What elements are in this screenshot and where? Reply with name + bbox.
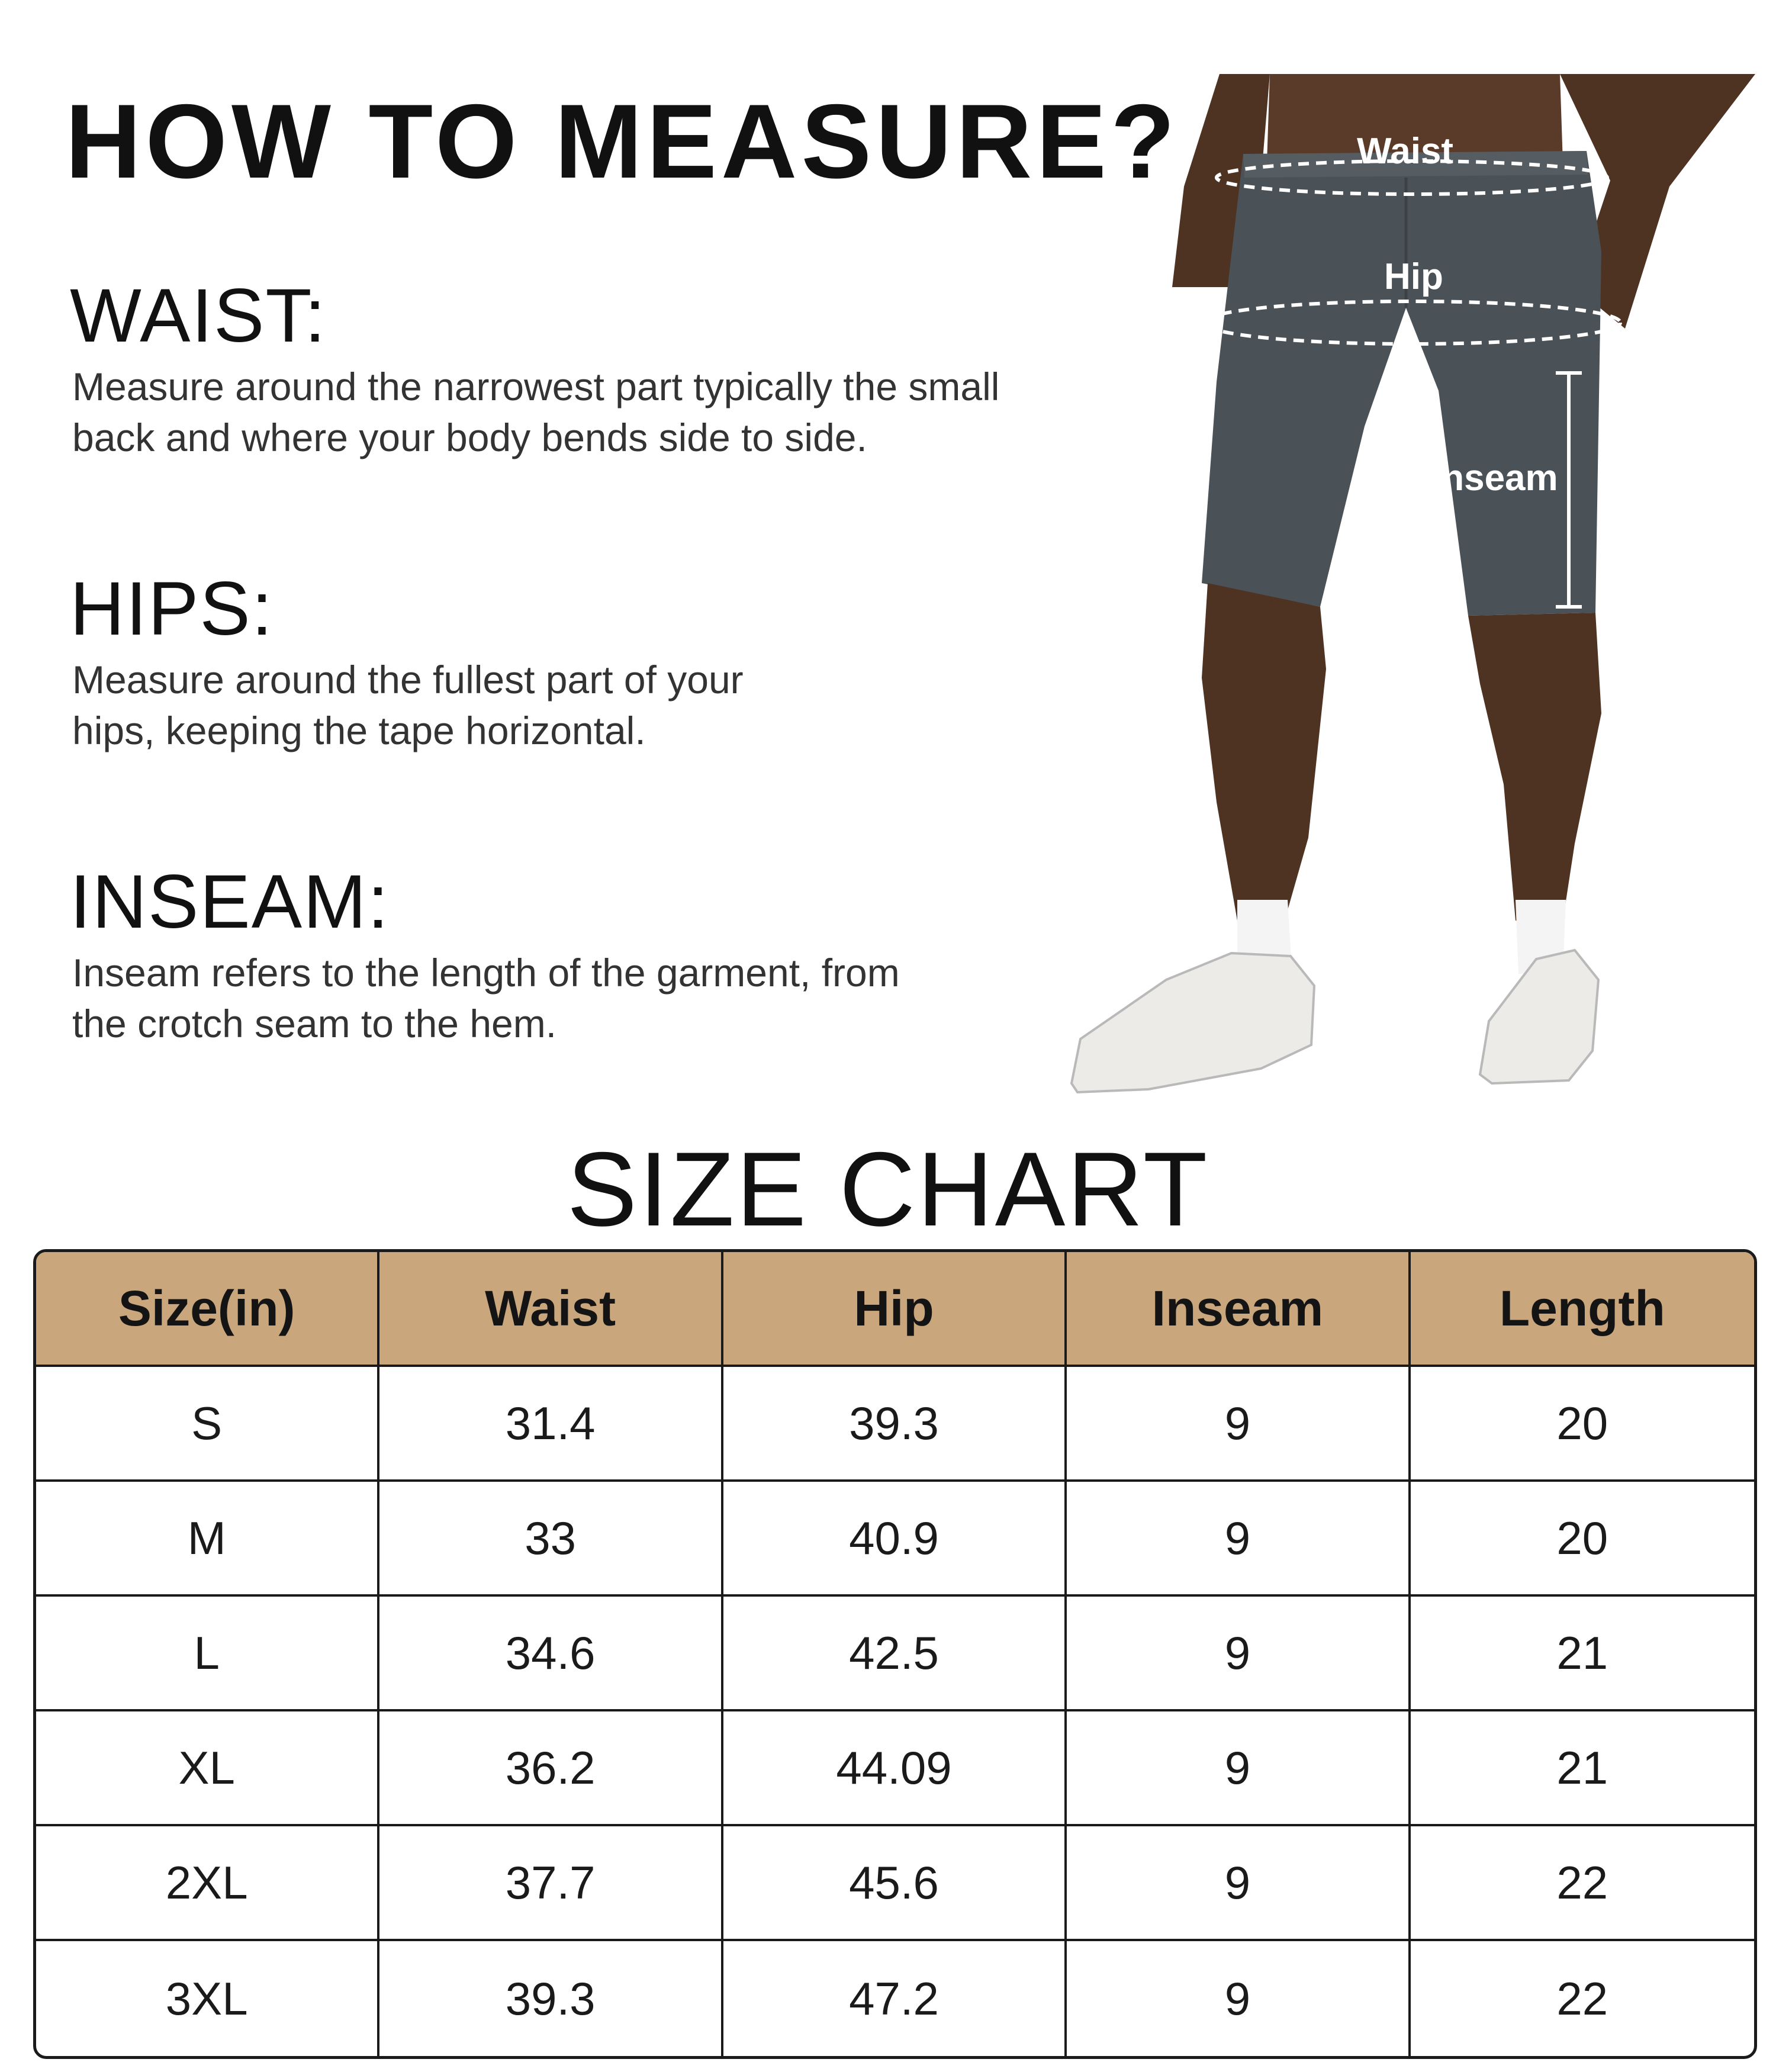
size-chart-table <box>33 1249 1757 2059</box>
cell-waist: 39.3 <box>379 1941 723 2056</box>
cell-size: L <box>36 1597 379 1711</box>
right-shoe <box>1480 950 1598 1083</box>
cell-hip: 44.09 <box>723 1711 1067 1826</box>
waist-heading: WAIST: <box>70 274 327 358</box>
header-length: Length <box>1411 1252 1754 1367</box>
inseam-heading: INSEAM: <box>70 860 390 944</box>
cell-length: 21 <box>1411 1711 1754 1826</box>
right-leg <box>1468 613 1601 921</box>
cell-hip: 45.6 <box>723 1826 1067 1941</box>
cell-inseam: 9 <box>1067 1482 1410 1597</box>
cell-size: 3XL <box>36 1941 379 2056</box>
cell-length: 22 <box>1556 1972 1608 2025</box>
cell-inseam: 9 <box>1067 1597 1410 1711</box>
cell-inseam: 9 <box>1067 1941 1410 2056</box>
cell-waist: 34.6 <box>379 1597 723 1711</box>
model-figure <box>1066 74 1776 1107</box>
cell-waist: 36.2 <box>379 1711 723 1826</box>
inseam-description: Inseam refers to the length of the garment, from the crotch seam to the hem. <box>72 951 900 1045</box>
inseam-label: Inseam <box>1431 458 1558 498</box>
shorts <box>1202 151 1601 616</box>
header-waist: Waist <box>379 1252 723 1367</box>
cell-hip: 47.2 <box>723 1941 1067 2056</box>
cell-inseam: 9 <box>1067 1367 1410 1482</box>
cell-size: XL <box>36 1711 379 1826</box>
cell-hip: 42.5 <box>723 1597 1067 1711</box>
header-inseam: Inseam <box>1067 1252 1410 1367</box>
cell-length: 20 <box>1411 1367 1754 1482</box>
cell-length: 21 <box>1411 1597 1754 1711</box>
left-leg <box>1202 583 1326 921</box>
waist-label: Waist <box>1357 131 1454 172</box>
cell-length: 22 <box>1411 1826 1754 1941</box>
cell-hip: 40.9 <box>723 1482 1067 1597</box>
cell-size: M <box>36 1482 379 1597</box>
hip-label: Hip <box>1384 256 1443 297</box>
cell-waist: 31.4 <box>379 1367 723 1482</box>
header-hip: Hip <box>723 1252 1067 1367</box>
header-size: Size(in) <box>36 1252 379 1367</box>
page-title: HOW TO MEASURE? <box>65 82 1179 200</box>
cell-inseam: 9 <box>1067 1826 1410 1941</box>
cell-size: 2XL <box>36 1826 379 1941</box>
cell-hip: 39.3 <box>723 1367 1067 1482</box>
cell-length: 20 <box>1411 1482 1754 1597</box>
cell-inseam: 9 <box>1067 1711 1410 1826</box>
size-chart-title: SIZE CHART <box>567 1130 1209 1248</box>
model-illustration <box>1066 74 1776 1107</box>
hips-heading: HIPS: <box>70 567 274 651</box>
cell-waist: 37.7 <box>379 1826 723 1941</box>
cell-waist: 33 <box>379 1482 723 1597</box>
waist-description: Measure around the narrowest part typically the small back and where your body bends side to side. <box>72 365 1000 459</box>
hips-description: Measure around the fullest part of your hips, keeping the tape horizontal. <box>72 658 744 752</box>
cell-size: S <box>36 1367 379 1482</box>
left-shoe <box>1072 953 1314 1092</box>
